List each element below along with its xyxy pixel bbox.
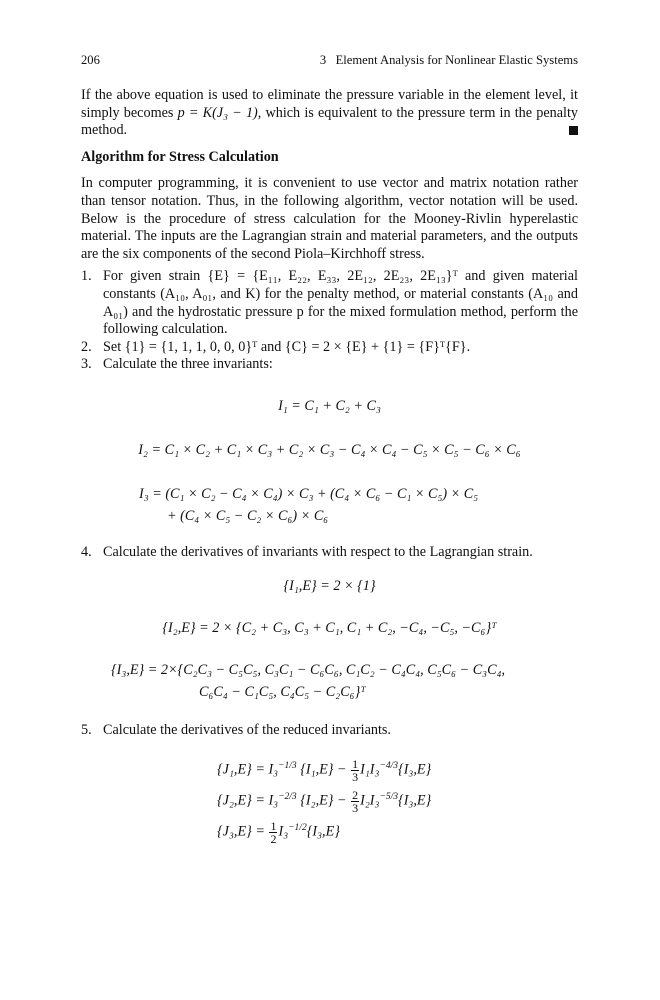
running-title: 3 Element Analysis for Nonlinear Elastic Systems — [319, 53, 578, 67]
section-heading: Algorithm for Stress Calculation — [81, 148, 279, 165]
j2e-fraction — [351, 789, 359, 814]
qed-square-icon — [569, 126, 578, 135]
equation-i2e: {I₂,E} = 2 × {C₂ + C₃, C₃ + C₁, C₁ + C₂, −C₄, −C₅, −C₆}ᵀ — [162, 619, 497, 636]
j1e-lhs: {J₁,E} = I₃ — [217, 761, 279, 778]
reduced-invariant-derivatives — [81, 753, 578, 845]
intro-text-before: If the above equation is used to eliminate the pressure variable in the element level, it simply becomes — [81, 87, 578, 121]
equation-i3e — [81, 660, 578, 702]
fraction-denominator: 3 — [352, 770, 359, 785]
step-text: For given strain {E} = {E₁₁, E₂₂, E₃₃, 2E₁₂, 2E₂₃, 2E₁₃}ᵀ and given material constants (A₁₀, A₀₁, and K) for the penalty method, or material constants (A₁₀ and A₀₁) and the hydrostatic pressure p for the mixed formulation method, perform the following calculation. — [103, 268, 578, 338]
equation-i3-line1: I₃ = (C₁ × C₂ − C₄ × C₄) × C₃ + (C₄ × C₆ − C₁ × C₅) × C₅ — [139, 485, 479, 502]
invariant-derivatives — [81, 576, 578, 702]
j2e-exponent2: −5/3 — [379, 791, 399, 802]
equation-j1e — [217, 753, 578, 784]
step-2 — [81, 339, 578, 357]
running-header — [81, 50, 578, 70]
algorithm-steps-cont — [81, 544, 578, 562]
j2e-rest: I₂I₃ — [360, 792, 380, 809]
j3e-exponent2: −1/2 — [288, 822, 307, 833]
equation-i2: I₂ = C₁ × C₂ + C₁ × C₃ + C₂ × C₃ − C₄ × C₄ − C₅ × C₅ − C₆ × C₆ — [138, 441, 521, 458]
equation-j2e — [217, 784, 578, 815]
description-paragraph: In computer programming, it is convenient to use vector and matrix notation rather than tensor notation. Thus, in the following algorithm, vector notation will be used. Below is the procedure of stress calculation for the Mooney-Rivlin hyperelastic material. The inputs are the Lagrangian strain and material parameters, and the outputs are the six components of the second Piola–Kirchhoff stress. — [81, 175, 578, 262]
page-body — [81, 50, 578, 845]
j1e-exponent: −1/3 — [278, 761, 297, 772]
equation-i3e-line1: {I₃,E} = 2×{C₂C₃ − C₅C₅, C₃C₁ − C₆C₆, C₁C₂ − C₄C₄, C₅C₆ − C₃C₄, — [111, 661, 506, 678]
j1e-rest: I₁I₃ — [360, 761, 380, 778]
j2e-exponent: −2/3 — [278, 791, 297, 802]
step-text: Calculate the derivatives of the reduced invariants. — [103, 721, 391, 738]
j3e-lhs: {J₃,E} = — [217, 823, 265, 840]
equation-i3e-line2: C₆C₄ − C₁C₅, C₄C₅ − C₂C₆}ᵀ — [199, 683, 366, 700]
step-text: Calculate the derivatives of invariants with respect to the Lagrangian strain. — [103, 543, 533, 560]
fraction-denominator: 3 — [352, 800, 359, 815]
j1e-fraction — [351, 758, 359, 783]
fraction-numerator: 2 — [352, 787, 359, 802]
step-5 — [81, 722, 578, 740]
page-number: 206 — [81, 53, 100, 67]
j1e-mid: {I₁,E} − — [300, 761, 347, 778]
step-text: Calculate the three invariants: — [103, 356, 273, 373]
fraction-numerator: 1 — [270, 818, 277, 833]
equation-i3-line2: + (C₄ × C₅ − C₂ × C₆) × C₆ — [167, 507, 329, 524]
intro-formula: p = K(J₃ − 1) — [177, 104, 258, 121]
j2e-lhs: {J₂,E} = I₃ — [217, 792, 279, 809]
j2e-tail: {I₃,E} — [398, 792, 432, 809]
step-number: 3. — [81, 356, 92, 373]
j3e-rest: I₃ — [278, 823, 289, 840]
step-1 — [81, 268, 578, 338]
step-number: 4. — [81, 543, 92, 560]
step-number: 5. — [81, 721, 92, 738]
step-3 — [81, 356, 578, 374]
algorithm-steps — [81, 268, 578, 374]
equation-i3 — [81, 484, 578, 526]
intro-paragraph — [81, 87, 578, 140]
algorithm-steps-cont2 — [81, 722, 578, 740]
j1e-exponent2: −4/3 — [379, 761, 399, 772]
equation-i1e: {I₁,E} = 2 × {1} — [283, 577, 376, 594]
j2e-mid: {I₂,E} − — [300, 792, 347, 809]
j3e-fraction — [269, 820, 277, 845]
invariants-equations — [81, 396, 578, 526]
fraction-denominator: 2 — [270, 831, 277, 846]
intro-text-after: , which is equivalent to the pressure term in the penalty method. — [81, 104, 578, 139]
step-number: 1. — [81, 268, 92, 285]
step-4 — [81, 544, 578, 562]
step-text: Set {1} = {1, 1, 1, 0, 0, 0}ᵀ and {C} = 2 × {E} + {1} = {F}ᵀ{F}. — [103, 338, 471, 355]
fraction-numerator: 1 — [352, 757, 359, 772]
equation-i1: I₁ = C₁ + C₂ + C₃ — [278, 397, 381, 414]
j3e-tail: {I₃,E} — [306, 823, 340, 840]
equation-j3e — [217, 815, 578, 846]
j1e-tail: {I₃,E} — [398, 761, 432, 778]
step-number: 2. — [81, 338, 92, 355]
